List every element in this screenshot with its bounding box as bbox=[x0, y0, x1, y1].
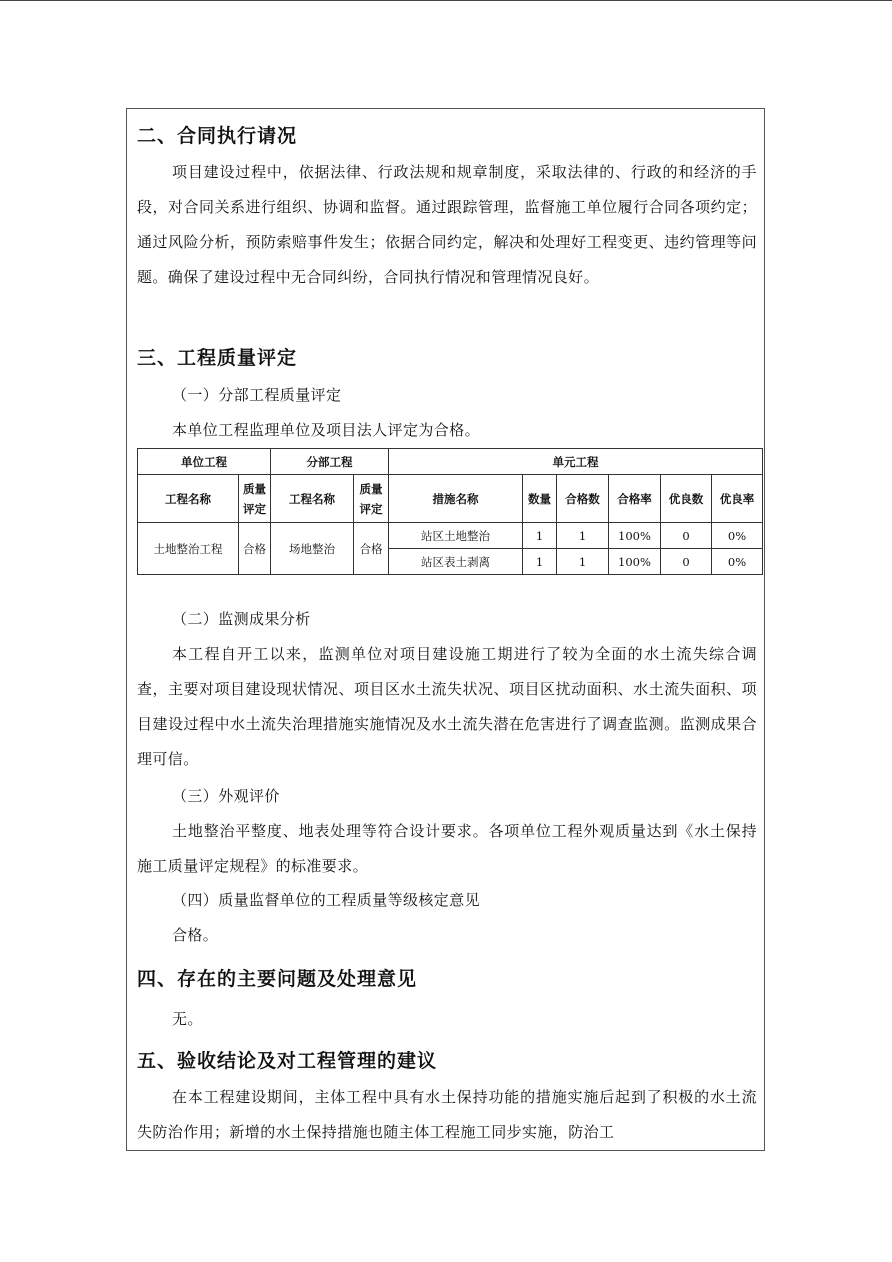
subheading-appearance: （三）外观评价 bbox=[172, 787, 280, 805]
cell-excellent: 0 bbox=[661, 549, 712, 575]
text-issues: 无。 bbox=[172, 1010, 203, 1028]
col-header-unit-quality-line1: 质量 bbox=[243, 481, 266, 496]
cell-count: 1 bbox=[523, 523, 557, 549]
table-row bbox=[138, 523, 763, 549]
col-header-count: 数量 bbox=[523, 475, 557, 523]
section-heading-issues: 四、存在的主要问题及处理意见 bbox=[137, 968, 418, 990]
cell-qualified: 1 bbox=[557, 523, 609, 549]
col-header-div-quality-line1: 质量 bbox=[359, 481, 383, 496]
cell-div-quality: 合格 bbox=[354, 523, 389, 575]
group-header-division: 分部工程 bbox=[271, 449, 389, 475]
cell-unit-name: 土地整治工程 bbox=[138, 523, 239, 575]
section-heading-conclusion: 五、验收结论及对工程管理的建议 bbox=[137, 1050, 438, 1072]
cell-unit-quality: 合格 bbox=[239, 523, 271, 575]
paragraph-appearance: 土地整治平整度、地表处理等符合设计要求。各项单位工程外观质量达到《水土保持施工质量评定规程》的标准要求。 bbox=[137, 822, 757, 875]
paragraph-conclusion: 在本工程建设期间，主体工程中具有水土保持功能的措施实施后起到了积极的水土流失防治作用；新增的水土保持措施也随主体工程施工同步实施，防治工 bbox=[137, 1088, 757, 1141]
subheading-supervision: （四）质量监督单位的工程质量等级核定意见 bbox=[172, 891, 481, 909]
cell-count: 1 bbox=[523, 549, 557, 575]
section-heading-contract: 二、合同执行请况 bbox=[137, 125, 298, 147]
col-header-excellent-rate: 优良率 bbox=[712, 475, 763, 523]
page-top-rule bbox=[0, 0, 892, 1]
quality-table bbox=[137, 448, 763, 575]
text-division-quality: 本单位工程监理单位及项目法人评定为合格。 bbox=[172, 421, 481, 439]
col-header-div-name: 工程名称 bbox=[271, 475, 354, 523]
paragraph-contract: 项目建设过程中，依据法律、行政法规和规章制度，采取法律的、行政的和经济的手段，对合同关系进行组织、协调和监督。通过跟踪管理，监督施工单位履行合同各项约定；通过风险分析，预防索赔事件发生；依据合同约定，解决和处理好工程变更、违约管理等问题。确保了建设过程中无合同纠纷，合同执行情况和管理情况良好。 bbox=[137, 163, 757, 286]
col-header-div-quality-line2: 评定 bbox=[359, 501, 383, 516]
cell-qualified: 1 bbox=[557, 549, 609, 575]
subheading-monitoring: （二）监测成果分析 bbox=[172, 610, 311, 628]
cell-qualified-rate: 100% bbox=[609, 549, 661, 575]
paragraph-monitoring: 本工程自开工以来，监测单位对项目建设施工期进行了较为全面的水土流失综合调查，主要对项目建设现状情况、项目区水土流失状况、项目区扰动面积、水土流失面积、项目建设过程中水土流失治理措施实施情况及水土流失潜在危害进行了调查监测。监测成果合理可信。 bbox=[137, 645, 757, 768]
col-header-div-quality bbox=[354, 475, 389, 523]
cell-measure: 站区表土剥离 bbox=[389, 549, 523, 575]
col-header-excellent: 优良数 bbox=[661, 475, 712, 523]
col-header-unit-quality bbox=[239, 475, 271, 523]
document-frame bbox=[126, 108, 765, 1151]
col-header-qualified-rate: 合格率 bbox=[609, 475, 661, 523]
section-heading-quality: 三、工程质量评定 bbox=[137, 347, 298, 369]
cell-measure: 站区土地整治 bbox=[389, 523, 523, 549]
group-header-unit: 单位工程 bbox=[138, 449, 271, 475]
group-header-element: 单元工程 bbox=[389, 449, 763, 475]
cell-excellent: 0 bbox=[661, 523, 712, 549]
col-header-unit-quality-line2: 评定 bbox=[243, 501, 266, 516]
col-header-measure: 措施名称 bbox=[389, 475, 523, 523]
cell-excellent-rate: 0% bbox=[712, 549, 763, 575]
cell-div-name: 场地整治 bbox=[271, 523, 354, 575]
subheading-division-quality: （一）分部工程质量评定 bbox=[172, 386, 342, 404]
text-supervision: 合格。 bbox=[172, 926, 219, 944]
col-header-unit-name: 工程名称 bbox=[138, 475, 239, 523]
col-header-qualified: 合格数 bbox=[557, 475, 609, 523]
cell-qualified-rate: 100% bbox=[609, 523, 661, 549]
cell-excellent-rate: 0% bbox=[712, 523, 763, 549]
